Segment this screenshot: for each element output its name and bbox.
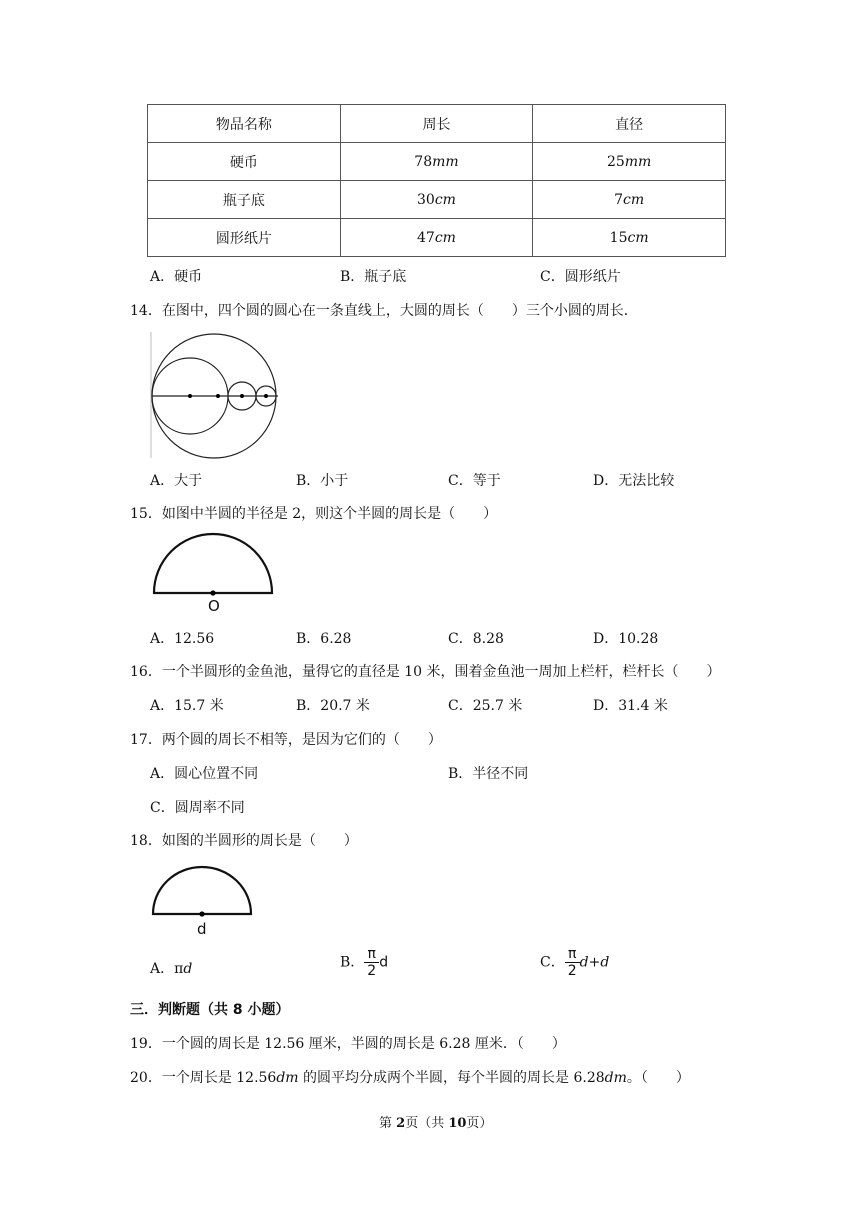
- table-header-row: [148, 105, 726, 143]
- q18-diameter-label: d: [197, 920, 207, 938]
- q13-option-b[interactable]: B．瓶子底: [340, 269, 407, 285]
- fraction: $\frac{\pi}{2}$: [364, 946, 379, 979]
- table-header-cell: 直径: [533, 105, 726, 143]
- q14-circles-figure: [150, 332, 280, 458]
- page-footer: 第 2页（共 10页）: [379, 1116, 493, 1131]
- fraction: $\frac{\pi}{2}$: [565, 946, 580, 979]
- q15-question: 15．如图中半圆的半径是 2，则这个半圆的周长是（ ）: [130, 506, 498, 522]
- q18-question: 18．如图的半圆形的周长是（ ）: [130, 833, 358, 849]
- q13-option-a[interactable]: A．硬币: [150, 269, 203, 285]
- item-table: [147, 104, 726, 257]
- table-cell: 7cm: [533, 181, 726, 219]
- table-cell: 47cm: [340, 219, 533, 257]
- table-cell: 15cm: [533, 219, 726, 257]
- q18-option-c[interactable]: C． $\frac{\pi}{2}$ d+d: [540, 946, 610, 979]
- table-row: [148, 181, 726, 219]
- q15-option-d[interactable]: D．10.28: [593, 631, 659, 647]
- q17-question: 17．两个圆的周长不相等，是因为它们的（ ）: [130, 732, 442, 748]
- table-cell: 30cm: [340, 181, 533, 219]
- table-cell: 25mm: [533, 143, 726, 181]
- q17-option-c[interactable]: C．圆周率不同: [150, 800, 245, 816]
- q15-option-a[interactable]: A．12.56: [150, 631, 215, 647]
- table-cell: 78mm: [340, 143, 533, 181]
- q15-semicircle-figure: [152, 530, 276, 596]
- table-header-cell: 周长: [340, 105, 533, 143]
- q19-question: 19．一个圆的周长是 12.56 厘米，半圆的周长是 6.28 厘米．（ ）: [130, 1036, 566, 1052]
- q15-option-b[interactable]: B．6.28: [296, 631, 352, 647]
- q14-question: 14．在图中，四个圆的圆心在一条直线上，大圆的周长（ ）三个小圆的周长．: [130, 303, 638, 319]
- q16-option-d[interactable]: D．31.4 米: [593, 698, 668, 714]
- q18-option-a[interactable]: A．πd: [150, 961, 193, 977]
- q17-option-b[interactable]: B．半径不同: [448, 766, 529, 782]
- table-cell: 硬币: [148, 143, 341, 181]
- q14-option-c[interactable]: C．等于: [448, 473, 501, 489]
- q16-option-a[interactable]: A．15.7 米: [150, 698, 224, 714]
- q14-option-b[interactable]: B．小于: [296, 473, 349, 489]
- q18-option-b[interactable]: B． $\frac{\pi}{2}$ d: [340, 946, 389, 979]
- table-cell: 圆形纸片: [148, 219, 341, 257]
- section-title: 三．判断题（共 8 小题）: [130, 1002, 290, 1018]
- q16-option-b[interactable]: B．20.7 米: [296, 698, 370, 714]
- table-cell: 瓶子底: [148, 181, 341, 219]
- q15-option-c[interactable]: C．8.28: [448, 631, 504, 647]
- q13-option-c[interactable]: C．圆形纸片: [540, 269, 621, 285]
- q14-option-a[interactable]: A．大于: [150, 473, 203, 489]
- q18-semicircle-figure: [151, 865, 253, 917]
- table-header-cell: 物品名称: [148, 105, 341, 143]
- q16-question: 16．一个半圆形的金鱼池，量得它的直径是 10 米，围着金鱼池一周加上栏杆，栏杆长（ ）: [130, 664, 721, 680]
- table-row: [148, 143, 726, 181]
- q20-question: 20．一个周长是 12.56dm 的圆平均分成两个半圆，每个半圆的周长是 6.28dm。（ ）: [130, 1070, 690, 1086]
- q15-center-label: O: [208, 597, 220, 615]
- q14-option-d[interactable]: D．无法比较: [593, 473, 675, 489]
- q16-option-c[interactable]: C．25.7 米: [448, 698, 523, 714]
- table-row: [148, 219, 726, 257]
- q17-option-a[interactable]: A．圆心位置不同: [150, 766, 259, 782]
